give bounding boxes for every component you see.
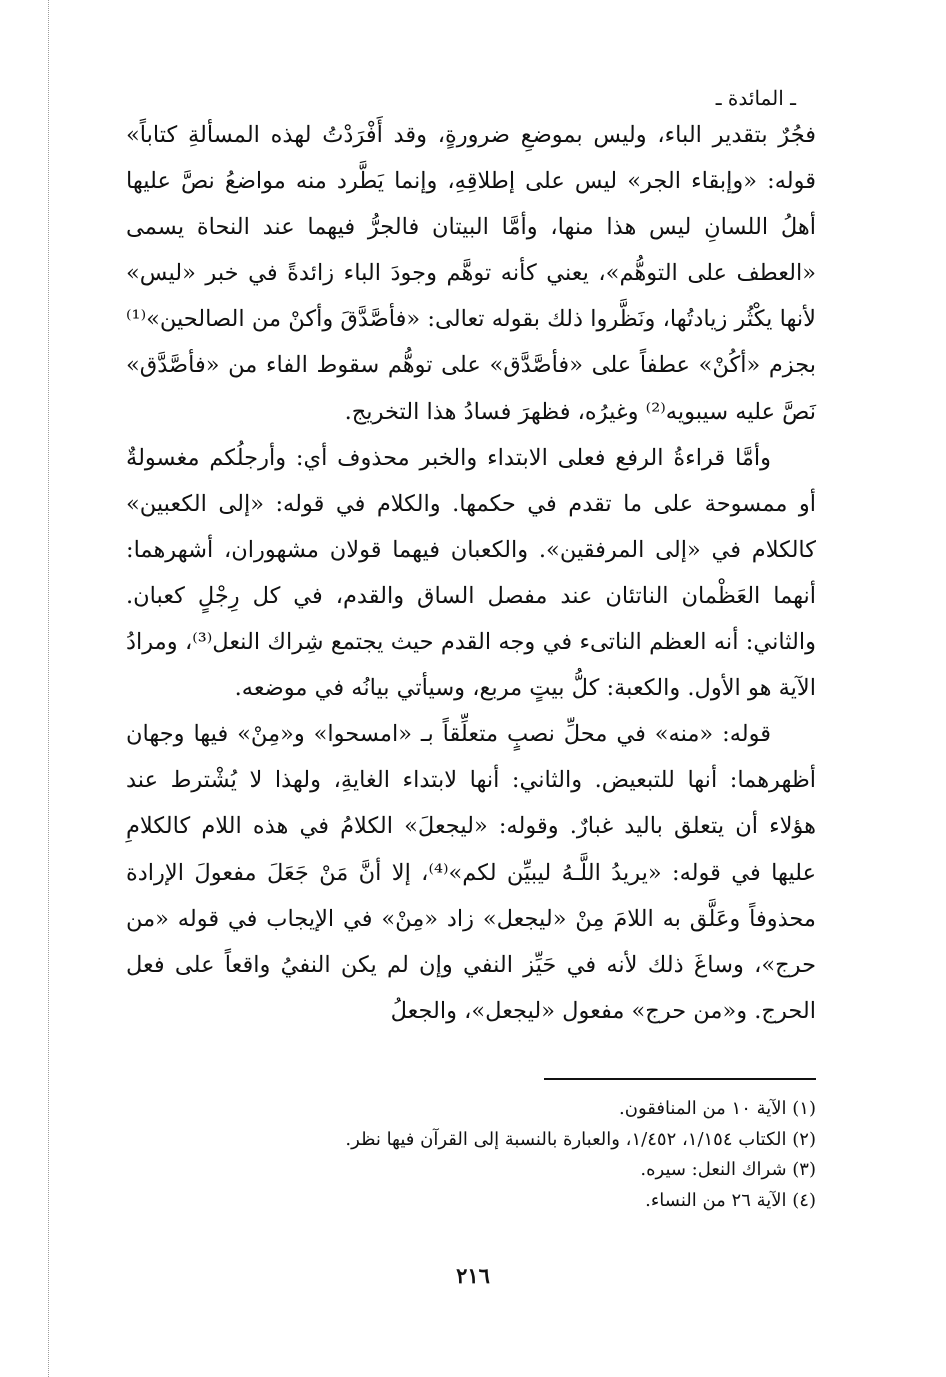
paragraph-1: فجُرٌ بتقدير الباء، وليس بموضعِ ضرورةٍ، وقد أَفْرَدْتُ لهذه المسألةِ كتاباً» قوله: «وإبقاء الجر» ليس على إطلاقِهِ، وإنما يَطَّرد منه مواضعُ نصَّ عليها أهلُ اللسانِ ليس هذا منها، وأمَّا البيتان فالجرُّ فيهما عند النحاة يسمى «العطف على التوهُّم»، يعني كأنه توهَّم وجودَ الباء زائدةً في خبر «ليس» لأنها يكْثُر زيادتُها، ونَظَّروا ذلك بقوله تعالى: «فأصَّدَّقَ وأكنْ من الصالحين»⁽¹⁾ بجزم «أكُنْ» عطفاً على «فأصَّدَّق» على توهُّم سقوط الفاء من «فأصَّدَّق» نَصَّ عليه سيبويه⁽²⁾ وغيرُه، فظهرَ فسادُ هذا التخريج.	[126, 122, 816, 425]
footnote-1: (١) الآية ١٠ من المنافقون.	[619, 1098, 816, 1119]
paragraph-3: قوله: «منه» في محلِّ نصبٍ متعلِّقاً بـ «امسحوا» و«مِنْ» فيها وجهان أظهرهما: أنها للتبعيض. والثاني: أنها لابتداء الغايةِ، ولهذا لا يُشْترط عند هؤلاء أن يتعلق باليد غبارٌ. وقوله: «ليجعلَ» الكلامُ في هذه اللام كالكلامِ عليها في قوله: «يريدُ اللَّـهُ ليبيِّن لكم»⁽⁴⁾، إلا أنَّ مَنْ جَعَلَ مفعولَ الإرادة محذوفاً وعَلَّق به اللامَ مِنْ «ليجعل» زاد «مِنْ» في الإيجاب في قوله «من حرج»، وساغَ ذلك لأنه في حَيِّز النفي وإن لم يكن النفيُ واقعاً على فعل الحرج. و«من حرج» مفعول «ليجعل»، والجعلُ	[126, 721, 816, 1024]
running-header: ـ المائدة ـ	[715, 86, 796, 110]
footnote-4: (٤) الآية ٢٦ من النساء.	[645, 1189, 816, 1211]
page-number: ٢١٦	[456, 1263, 490, 1288]
scan-dotted-edge	[48, 0, 49, 1377]
footnote-3: (٣) شراك النعل: سيره.	[640, 1159, 816, 1180]
footnotes	[126, 1094, 816, 1216]
paragraph-2: وأمَّا قراءةُ الرفع فعلى الابتداء والخبر محذوف أي: وأرجلُكم مغسولةٌ أو ممسوحة على ما تقدم في حكمها. والكلام في قوله: «إلى الكعبين» كالكلام في «إلى المرفقين». والكعبان فيهما قولان مشهوران، أشهرهما: أنهما العَظْمان الناتئان عند مفصل الساق والقدم، في كل رِجْلٍ كعبان. والثاني: أنه العظم الناتىء في وجه القدم حيث يجتمع شِراك النعل⁽³⁾، ومرادُ الآية هو الأول. والكعبة: كلُّ بيتٍ مربع، وسيأتي بيانُه في موضعه.	[126, 444, 816, 702]
main-text	[126, 112, 816, 1034]
footnote-2: (٢) الكتاب ١/١٥٤، ١/٤٥٢، والعبارة بالنسبة إلى القرآن فيها نظر.	[345, 1128, 816, 1150]
footnote-separator	[544, 1078, 816, 1080]
